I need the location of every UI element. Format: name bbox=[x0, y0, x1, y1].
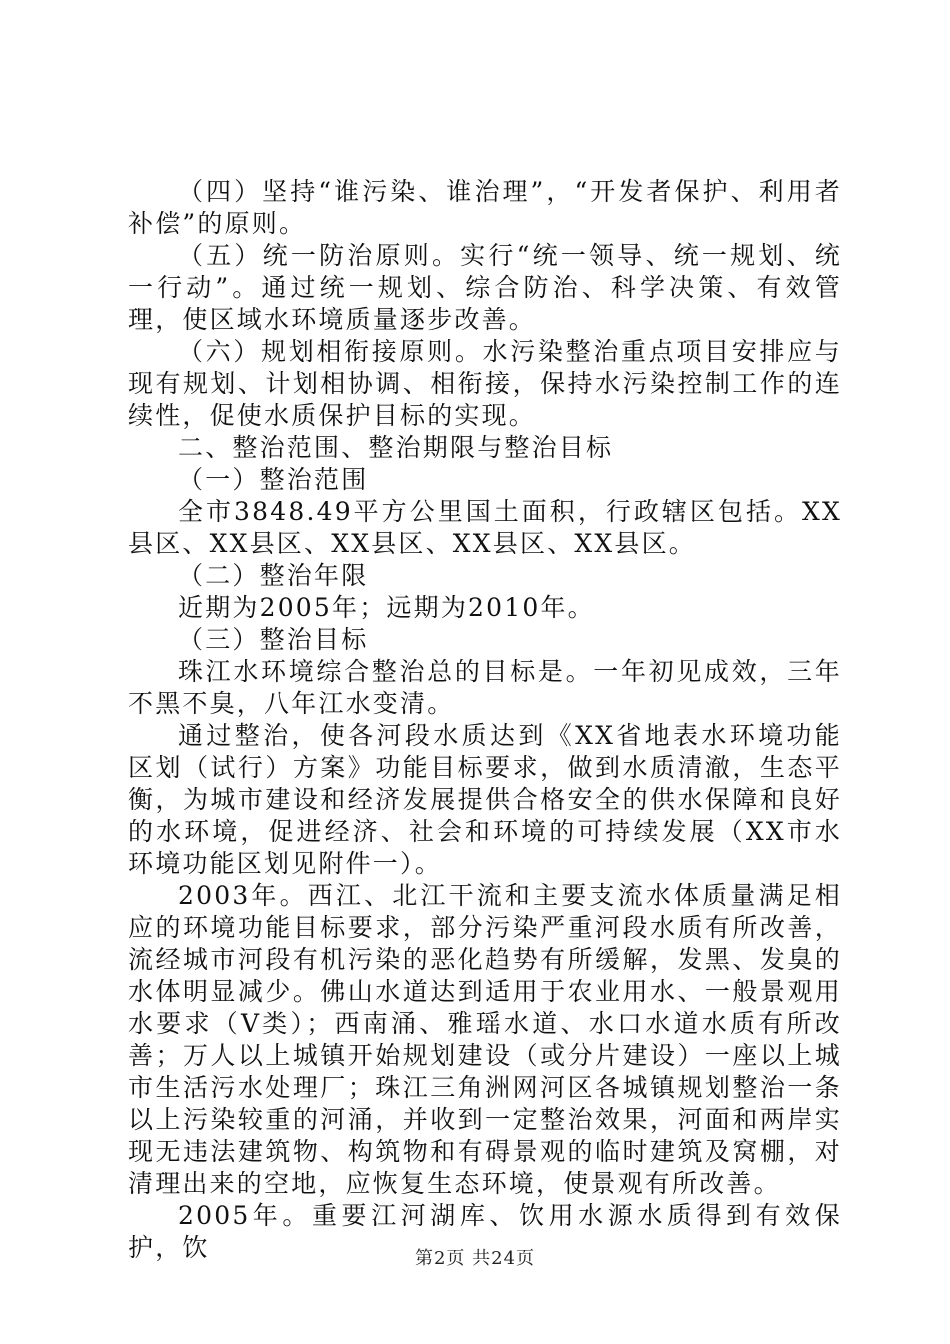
paragraph-principle-5: （五）统一防治原则。实行“统一领导、统一规划、统一行动”。通过统一规划、综合防治、科学决策、有效管理，使区域水环境质量逐步改善。 bbox=[128, 241, 842, 334]
subheading-goals: （三）整治目标 bbox=[178, 625, 369, 654]
paragraph-principle-4: （四）坚持“谁污染、谁治理”，“开发者保护、利用者补偿”的原则。 bbox=[128, 177, 842, 238]
paragraph-goal-2003: 2003年。西江、北江干流和主要支流水体质量满足相应的环境功能目标要求，部分污染严重河段水质有所改善，流经城市河段有机污染的恶化趋势有所缓解，发黑、发臭的水体明显减少。佛山水道达到适用于农业用水、一般景观用水要求（Ⅴ类）；西南涌、雅瑶水道、水口水道水质有所改善；万人以上城镇开始规划建设（或分片建设）一座以上城市生活污水处理厂；珠江三角洲网河区各城镇规划整治一条以上污染较重的河涌，并收到一定整治效果，河面和两岸实现无违法建筑物、构筑物和有碍景观的临时建筑及窝棚，对清理出来的空地，应恢复生态环境，使景观有所改善。 bbox=[128, 881, 842, 1198]
page-number-footer: 第2页 共24页 bbox=[414, 1248, 536, 1269]
section-heading-2: 二、整治范围、整治期限与整治目标 bbox=[178, 433, 614, 462]
paragraph-goal-detail: 通过整治，使各河段水质达到《XX省地表水环境功能区划（试行）方案》功能目标要求，做到水质清澈，生态平衡，为城市建设和经济发展提供合格安全的供水保障和良好的水环境，促进经济、社会和环境的可持续发展（XX市水环境功能区划见附件一）。 bbox=[128, 721, 842, 878]
subheading-period: （二）整治年限 bbox=[178, 561, 369, 590]
paragraph-goal-2005: 2005年。重要江河湖库、饮用水源水质得到有效保护，饮 bbox=[128, 1201, 842, 1262]
paragraph-scope: 全市3848.49平方公里国土面积，行政辖区包括。XX县区、XX县区、XX县区、XX县区、XX县区。 bbox=[128, 497, 842, 558]
paragraph-principle-6: （六）规划相衔接原则。水污染整治重点项目安排应与现有规划、计划相协调、相衔接，保持水污染控制工作的连续性，促使水质保护目标的实现。 bbox=[128, 337, 842, 430]
document-body bbox=[128, 176, 842, 1264]
paragraph-overall-goal: 珠江水环境综合整治总的目标是。一年初见成效，三年不黑不臭，八年江水变清。 bbox=[128, 657, 842, 718]
paragraph-period: 近期为2005年；远期为2010年。 bbox=[178, 593, 595, 622]
subheading-scope: （一）整治范围 bbox=[178, 465, 369, 494]
